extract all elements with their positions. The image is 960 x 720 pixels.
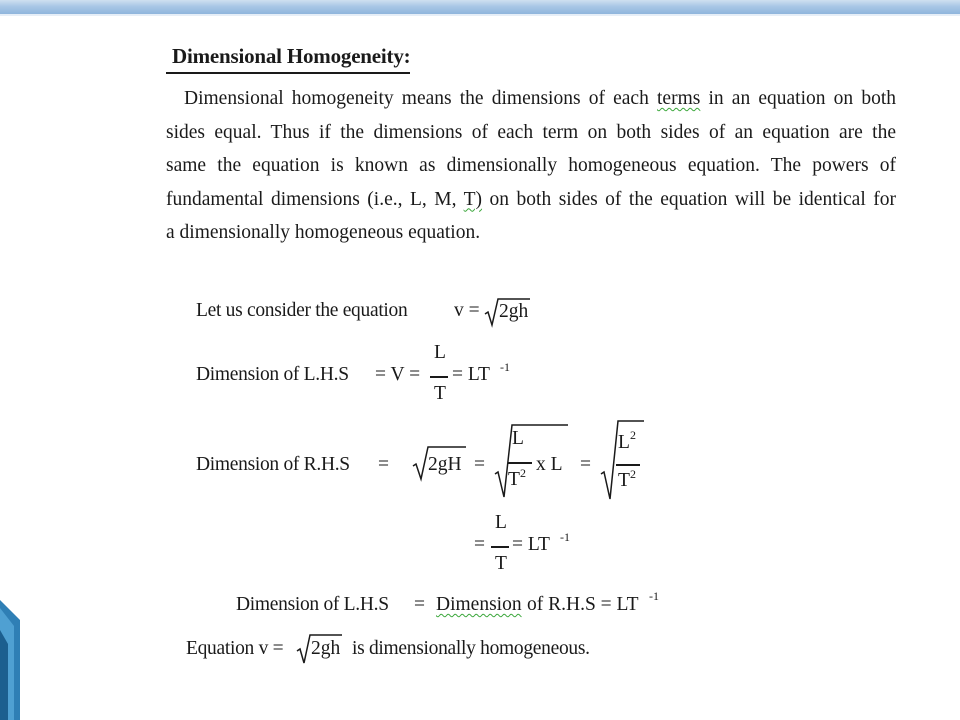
- lhs-exponent: -1: [500, 360, 510, 374]
- rhs-frac2-num: L: [618, 432, 630, 453]
- final-post: is dimensionally homogeneous.: [352, 638, 590, 659]
- paragraph-line-4: fundamental dimensions (i.e., L, M, T) on both sides of the equation will be identical for: [166, 188, 896, 210]
- rhs-eq-3: =: [580, 454, 591, 475]
- conclusion-exp: -1: [649, 589, 659, 603]
- slide-heading: Dimensional Homogeneity:: [172, 44, 411, 68]
- rhs-frac1-num: L: [512, 428, 524, 449]
- rhs-result-bar: [491, 546, 509, 548]
- lhs-eq-lt: = LT: [452, 364, 490, 385]
- rhs-result-lt: = LT: [512, 534, 550, 555]
- spellcheck-word-dimension: Dimension: [436, 594, 522, 615]
- rhs-frac2-bar: [616, 464, 640, 466]
- consider-v: v =: [454, 300, 480, 321]
- rhs-label: Dimension of R.H.S: [196, 454, 350, 475]
- spellcheck-word-t: T): [463, 188, 483, 210]
- final-radicand: 2gh: [311, 638, 341, 659]
- rhs-result-eq: =: [474, 534, 485, 555]
- rhs-frac2-den-exp: 2: [630, 467, 636, 481]
- lhs-eq-v: = V =: [375, 364, 421, 385]
- rhs-frac1-bar: [508, 462, 532, 464]
- rhs-result-num: L: [495, 512, 507, 533]
- rhs-frac2-den: T: [618, 470, 630, 491]
- rhs-frac1-exp: 2: [520, 466, 526, 480]
- final-pre: Equation v =: [186, 638, 284, 659]
- definition-paragraph: [166, 82, 896, 250]
- rhs-result-den: T: [495, 553, 507, 574]
- lhs-frac-den: T: [434, 383, 446, 404]
- rhs-radicand-2gh: 2gH: [428, 454, 462, 475]
- heading-underline: [166, 72, 410, 74]
- paragraph-line-1: Dimensional homogeneity means the dimensions of each terms in an equation on both: [184, 88, 896, 109]
- rhs-result-exp: -1: [560, 530, 570, 544]
- paragraph-line-2: sides equal. Thus if the dimensions of each term on both sides of an equation are the: [166, 121, 896, 143]
- paragraph-line-5: a dimensionally homogeneous equation.: [166, 222, 481, 243]
- rhs-eq-1: =: [378, 454, 389, 475]
- lhs-frac-num: L: [434, 342, 446, 363]
- spellcheck-word-terms: terms: [657, 88, 701, 109]
- rhs-times-l: x L: [536, 454, 563, 475]
- lhs-frac-bar: [430, 376, 448, 378]
- rhs-frac2-num-exp: 2: [630, 428, 636, 442]
- conclusion-eq: =: [414, 594, 425, 615]
- rhs-frac1-den: T: [508, 469, 520, 490]
- conclusion-left: Dimension of L.H.S: [236, 594, 389, 615]
- rhs-eq-2: =: [474, 454, 485, 475]
- paragraph-line-3: same the equation is known as dimensionally homogeneous equation. The powers of: [166, 155, 896, 176]
- conclusion-right: of R.H.S = LT: [527, 594, 639, 615]
- consider-radicand: 2gh: [499, 301, 529, 322]
- lhs-label: Dimension of L.H.S: [196, 364, 349, 385]
- consider-label: Let us consider the equation: [196, 300, 408, 321]
